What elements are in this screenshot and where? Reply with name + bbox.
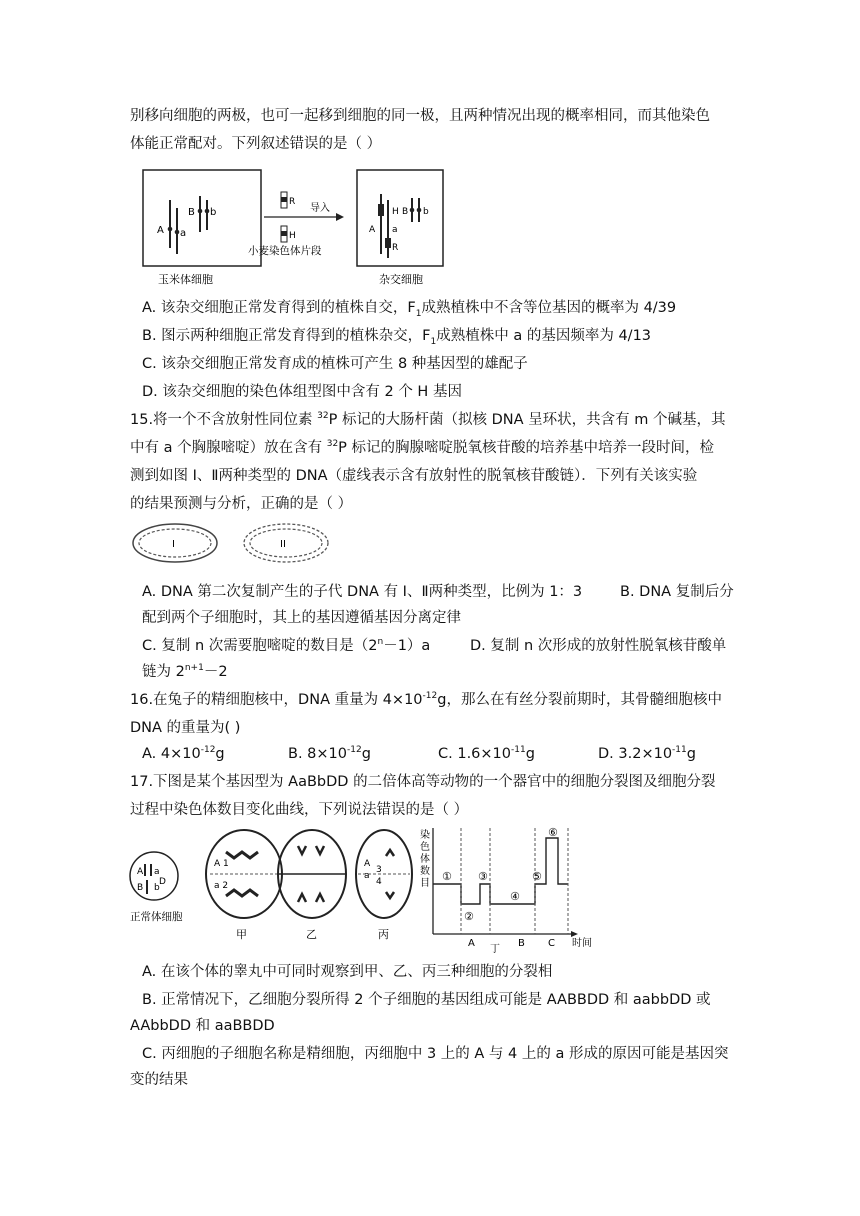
segment-label-A: A xyxy=(468,938,475,949)
stage-label-5: ⑤ xyxy=(532,870,542,883)
svg-text:a: a xyxy=(364,871,370,881)
segment-label-C: C xyxy=(548,938,555,949)
stage-label-3: ③ xyxy=(478,870,488,883)
corn-cell-label: 玉米体细胞 xyxy=(158,273,213,286)
q17-option-B-line2: AAbbDD 和 aaBBDD xyxy=(130,1018,275,1034)
stage-label-6: ⑥ xyxy=(548,826,558,839)
gene-R-label: R xyxy=(289,197,296,207)
q17-figure xyxy=(128,826,608,954)
corn-cell-box xyxy=(143,170,261,266)
y-axis-label-1: 染 xyxy=(420,830,430,841)
arrow-label-import: 导入 xyxy=(310,203,330,214)
wheat-fragment-label: 小麦染色体片段 xyxy=(248,245,322,257)
y-axis-label-4: 数 xyxy=(420,866,430,877)
svg-text:A: A xyxy=(364,859,371,869)
q17-stem-line1: 17.下图是某个基因型为 AaBbDD 的二倍体高等动物的一个器官中的细胞分裂图及细胞分裂 xyxy=(130,774,716,790)
svg-text:B: B xyxy=(137,883,144,893)
x-axis-label: 时间 xyxy=(572,938,592,949)
q16-stem-line1: 16.在兔子的精细胞核中，DNA 重量为 $4\times 10^{-12}g$，那么在有丝分裂前期时，其骨髓细胞核中 xyxy=(130,691,722,708)
q15-option-D-part2: 链为 $2^{n+1}-2$ xyxy=(142,663,228,680)
gene-H-label: H xyxy=(289,231,296,241)
svg-text:a: a xyxy=(154,867,160,877)
normal-cell-label: 正常体细胞 xyxy=(130,911,183,923)
cell-bing-label: 丙 xyxy=(378,928,389,941)
svg-text:R: R xyxy=(392,243,399,253)
q17-option-C-line2: 变的结果 xyxy=(130,1072,188,1088)
q14-option-D: D. 该杂交细胞的染色体组型图中含有 2 个 H 基因 xyxy=(142,384,462,400)
hybrid-cell-box xyxy=(357,170,443,266)
svg-text:b: b xyxy=(154,883,160,893)
svg-text:B: B xyxy=(402,207,409,217)
svg-text:H: H xyxy=(392,207,399,217)
q14-option-C: C. 该杂交细胞正常发育成的植株可产生 8 种基因型的雄配子 xyxy=(142,356,528,372)
q15-stem-line1: 15.将一个不含放射性同位素 $^{32}$P 标记的大肠杆菌（拟核 DNA 呈环状，共含有 m 个碱基，其 xyxy=(130,411,726,428)
dna-type-II-label: II xyxy=(280,539,286,550)
q17-option-A: A. 在该个体的睾丸中可同时观察到甲、乙、丙三种细胞的分裂相 xyxy=(142,964,553,980)
hybrid-cell-label: 杂交细胞 xyxy=(379,273,423,286)
svg-text:3: 3 xyxy=(376,865,382,875)
segment-label-B: B xyxy=(518,938,525,949)
q15-option-D-part1: D. 复制 n 次形成的放射性脱氧核苷酸单 xyxy=(470,638,727,654)
stage-label-4: ④ xyxy=(510,890,520,903)
q17-option-C-line1: C. 丙细胞的子细胞名称是精细胞，丙细胞中 3 上的 A 与 4 上的 a 形成的原因可能是基因突 xyxy=(142,1046,729,1062)
q16-option-D: D. $3.2\times 10^{-11}g$ xyxy=(598,745,696,762)
svg-text:D: D xyxy=(159,877,166,887)
q14-option-A: A. 该杂交细胞正常发育得到的植株自交，$F_1$成熟植株中不含等位基因的概率为 4/39 xyxy=(142,300,677,319)
q14-figure xyxy=(140,166,445,288)
q15-option-B-part2: 配到两个子细胞时，其上的基因遵循基因分离定律 xyxy=(142,610,461,626)
y-axis-label-5: 目 xyxy=(420,878,430,889)
q14-stem-line2: 体能正常配对。下列叙述错误的是（ ） xyxy=(130,136,382,152)
q15-option-A: A. DNA 第二次复制产生的子代 DNA 有 I、Ⅱ两种类型，比例为 1：3 xyxy=(142,584,583,600)
stage-label-1: ① xyxy=(442,870,452,883)
q14-option-B: B. 图示两种细胞正常发育得到的植株杂交，$F_1$成熟植株中 a 的基因频率为 4/13 xyxy=(142,328,652,347)
cell-jia-label: 甲 xyxy=(236,928,247,941)
gene-B-label: B xyxy=(188,207,195,218)
y-axis-label-3: 体 xyxy=(420,854,430,865)
graph-ding-label: 丁 xyxy=(490,944,500,954)
q15-option-C: C. 复制 n 次需要胞嘧啶的数目是$(2^n-1)a$ xyxy=(142,637,431,654)
q16-option-A: A. $4\times 10^{-12}g$ xyxy=(142,745,225,762)
gene-b-label: b xyxy=(210,207,217,218)
gene-a-label: a xyxy=(180,228,187,239)
svg-text:4: 4 xyxy=(376,877,382,887)
q17-stem-line2: 过程中染色体数目变化曲线，下列说法错误的是（ ） xyxy=(130,802,469,818)
svg-text:A 1: A 1 xyxy=(214,859,229,869)
q17-option-B-line1: B. 正常情况下，乙细胞分裂所得 2 个子细胞的基因组成可能是 AABBDD 和 aabbDD 或 xyxy=(142,992,711,1008)
q16-stem-line2: DNA 的重量为( ) xyxy=(130,720,241,736)
svg-text:A: A xyxy=(137,867,144,877)
stage-label-2: ② xyxy=(464,910,474,923)
svg-text:b: b xyxy=(423,207,429,217)
gene-A-label: A xyxy=(157,225,164,236)
y-axis-label-2: 色 xyxy=(420,842,430,853)
q15-stem-line2: 中有 a 个胸腺嘧啶）放在含有 $^{32}$P 标记的胸腺嘧啶脱氧核苷酸的培养基中培养一段时间，检 xyxy=(130,439,715,456)
q15-figure xyxy=(130,518,340,574)
q15-option-B-part1: B. DNA 复制后分 xyxy=(620,584,734,600)
q14-stem-line1: 别移向细胞的两极，也可一起移到细胞的同一极，且两种情况出现的概率相同，而其他染色 xyxy=(130,108,710,124)
dna-type-I-label: I xyxy=(172,539,175,550)
q16-option-C: C. $1.6\times 10^{-11}g$ xyxy=(438,745,535,762)
svg-text:a: a xyxy=(392,225,398,235)
q16-option-B: B. $8\times 10^{-12}g$ xyxy=(288,745,371,762)
svg-text:a 2: a 2 xyxy=(214,881,229,891)
svg-text:A: A xyxy=(369,225,376,235)
q15-stem-line4: 的结果预测与分析，正确的是（ ） xyxy=(130,496,353,512)
cell-yi-label: 乙 xyxy=(306,928,317,941)
q15-stem-line3: 测到如图 I、Ⅱ两种类型的 DNA（虚线表示含有放射性的脱氧核苷酸链）．下列有关该实验 xyxy=(130,468,698,484)
